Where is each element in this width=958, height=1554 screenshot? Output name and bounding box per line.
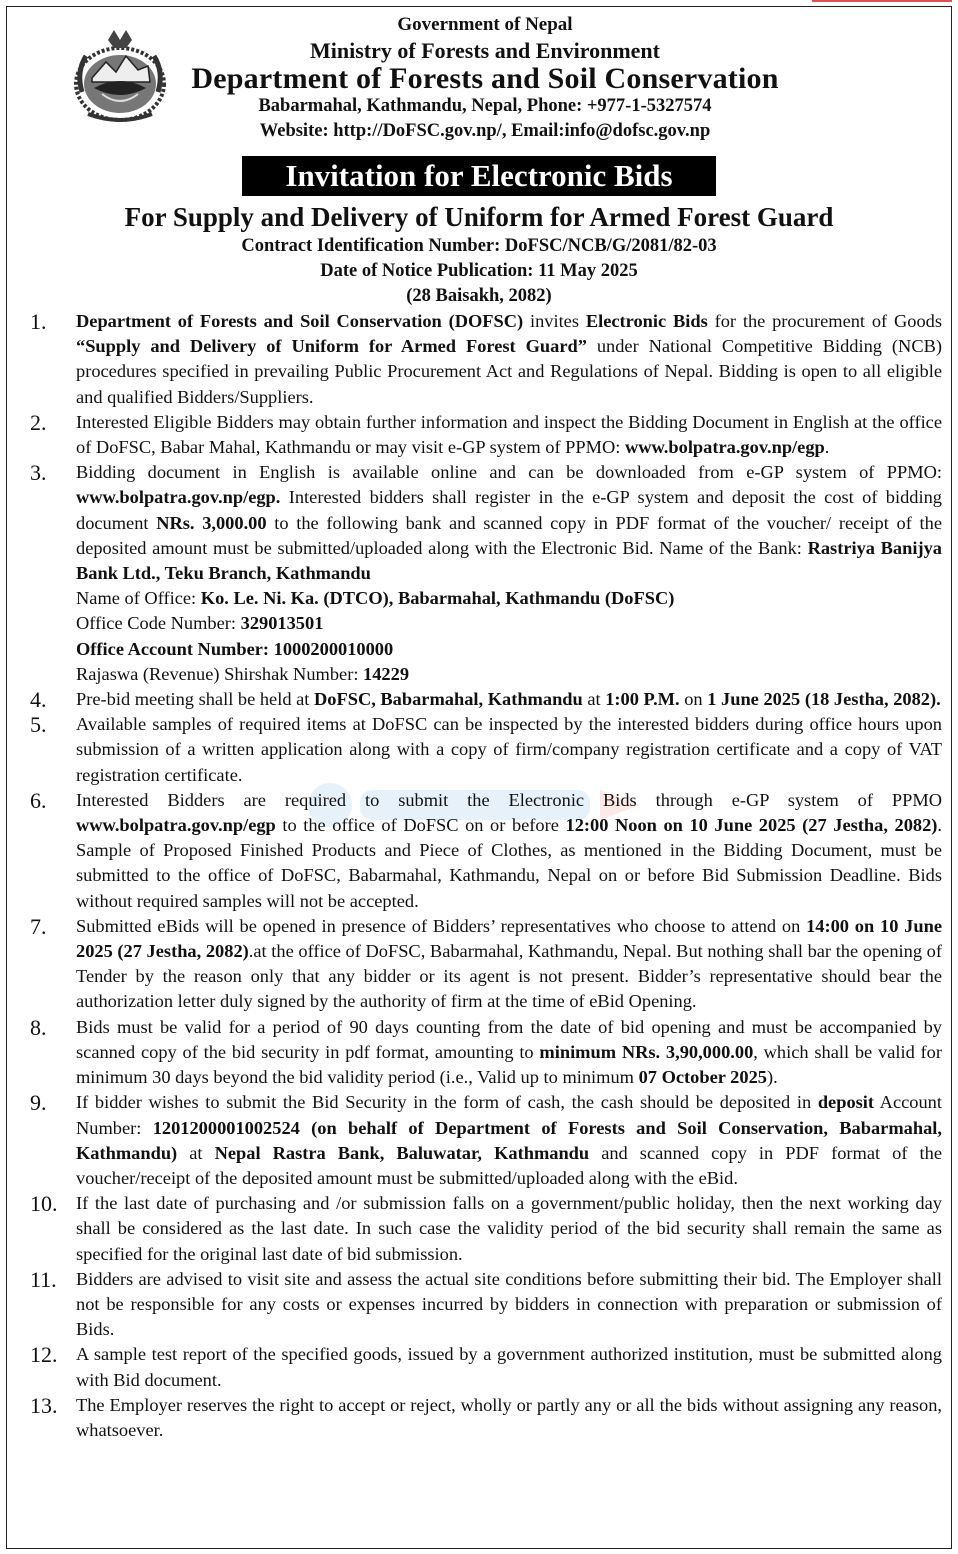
publication-date-bs: (28 Baisakh, 2082): [406, 286, 552, 306]
bank-name: Rastriya Banijya Bank Ltd., Teku Branch, Kathmandu: [76, 537, 942, 584]
list-item: [24, 712, 942, 788]
list-item: [24, 1342, 942, 1392]
item-text: Bidders are advised to visit site and assess the actual site conditions before submitting their bid. The Employer shall not be responsible for any costs or expenses incurred by bidders in connection with preparation or submission of Bids.: [76, 1268, 942, 1340]
item-text: Available samples of required items at DoFSC can be inspected by the interested bidders during office hours upon submission of a written application along with a copy of firm/company registration certificate and a copy of VAT registration certificate.: [76, 714, 942, 785]
egp-link: www.bolpatra.gov.np/egp: [76, 815, 276, 836]
list-item: [24, 1393, 942, 1443]
corner-accent-line: [812, 0, 952, 2]
address-line: Babarmahal, Kathmandu, Nepal, Phone: +977-1-5327574: [258, 96, 712, 116]
item-text: Interested Eligible Bidders may obtain further information and inspect the Bidding Document in English at the office of DoFSC, Babar Mahal, Kathmandu or may visit e-GP system of PPMO: www.bolpatra.gov.np/egp.: [76, 411, 942, 458]
item-number: 1.: [30, 309, 47, 334]
item-text: Submitted eBids will be opened in presence of Bidders’ representatives who choose to attend on 14:00 on 10 June 2025 (27 Jestha, 2082).at the office of DoFSC, Babarmahal, Kathmandu, Nepal. But nothing shall bar the opening of Tender by the reason only that any bidder or its agent is not present. Bidder’s representative should bear the authorization letter duly signed by the authority of firm at the time of eBid Opening.: [76, 915, 942, 1012]
document-cost: NRs. 3,000.00: [156, 512, 267, 533]
item-number: 10.: [30, 1191, 58, 1217]
list-item: [24, 788, 942, 914]
item-text: If bidder wishes to submit the Bid Security in the form of cash, the cash should be deposited in deposit Account Number: 1201200001002524 (on behalf of Department of Forests and Soil Conservation, Babarmahal, Kathmandu) at Nepal Rastra Bank, Baluwatar, Kathmandu and scanned copy in PDF format of the voucher/receipt of the deposited amount must be submitted/uploaded along with the eBid.: [76, 1092, 942, 1188]
item-number: 2.: [30, 409, 47, 435]
item-text: Interested Bidders are required to submit the Electronic Bids through e-GP system of PPMO www.bolpatra.gov.np/egp to the office of DoFSC on or before 12:00 Noon on 10 June 2025 (27 Jestha, 2082). Sample of Proposed Finished Products and Piece of Clothes, as mentioned in the Bidding Document, must be submitted to the office of DoFSC, Babarmahal, Kathmandu, Nepal on or before Bid Submission Deadline. Bids without required samples will not be accepted.: [76, 789, 943, 911]
item-number: 13.: [30, 1392, 58, 1418]
item-number: 11.: [30, 1266, 57, 1292]
list-item: [24, 687, 942, 712]
item-number: 7.: [30, 913, 47, 939]
revenue-line: Rajaswa (Revenue) Shirshak Number: 14229: [76, 663, 410, 684]
office-code-line: Office Code Number: 329013501: [76, 613, 324, 634]
office-account-line: Office Account Number: 1000200010000: [76, 638, 394, 659]
item-number: 3.: [30, 460, 47, 486]
item-text: The Employer reserves the right to accept or reject, wholly or partly any or all the bids without assigning any reason, whatsoever.: [76, 1394, 942, 1440]
list-item: [24, 1015, 942, 1091]
item-text: If the last date of purchasing and /or submission falls on a government/public holiday, then the next working day shall be considered as the last date. In such case the validity period of the bid security shall remain the same as specified for the original last date of bid submission.: [76, 1193, 942, 1264]
contract-id: Contract Identification Number: DoFSC/NCB/G/2081/82-03: [241, 236, 717, 256]
item-number: 4.: [30, 687, 47, 713]
item-text: A sample test report of the specified goods, issued by a government authorized institution, must be submitted along with Bid document.: [76, 1344, 942, 1390]
egp-link: www.bolpatra.gov.np/egp: [624, 437, 825, 458]
list-item: [24, 1191, 942, 1267]
list-item: [24, 410, 942, 460]
item-number: 8.: [30, 1014, 47, 1040]
item-text: Department of Forests and Soil Conservation (DOFSC) invites Electronic Bids for the procurement of Goods “Supply and Delivery of Uniform for Armed Forest Guard” under National Competitive Bidding (NCB) procedures specified in prevailing Public Procurement Act and Regulations of Nepal. Bidding is open to all eligible and qualified Bidders/Suppliers.: [76, 311, 943, 407]
website-email-line: Website: http://DoFSC.gov.np/, Email:info@dofsc.gov.np: [259, 121, 711, 141]
government-line: Government of Nepal: [397, 14, 573, 35]
item-text: Bids must be valid for a period of 90 days counting from the date of bid opening and must be accompanied by scanned copy of the bid security in pdf format, amounting to minimum NRs. 3,90,000.00, which shall be valid for minimum 30 days beyond the bid validity period (i.e., Valid up to minimum 07 October 2025).: [76, 1016, 942, 1088]
notice-items-list: [24, 309, 942, 1443]
item-number: 5.: [30, 712, 47, 738]
item-text: Bidding document in English is available online and can be downloaded from e-GP system of PPMO: www.bolpatra.gov.np/egp. Interested bidders shall register in the e-GP system and deposit the cost of bidding document NRs. 3,000.00 to the following bank and scanned copy in PDF format of the voucher/ receipt of the deposited amount must be submitted/uploaded along with the Electronic Bid. Name of the Bank: Rastriya Banijya Bank Ltd., Teku Branch, Kathmandu Name of Office: Ko. Le. Ni. Ka. (DTCO), Babarmahal, Kathmandu (DoFSC) Office Code Number: 329013501 Office Account Number: 1000200010000 Rajaswa (Revenue) Shirshak Number: 14229: [76, 460, 942, 687]
department-name: Department of Forests and Soil Conservation: [191, 62, 779, 95]
item-number: 6.: [30, 787, 47, 813]
list-item: [24, 309, 942, 410]
publication-date: Date of Notice Publication: 11 May 2025: [320, 261, 638, 281]
list-item: [24, 1267, 942, 1343]
egp-link: www.bolpatra.gov.np/egp.: [76, 487, 281, 508]
item-number: 9.: [30, 1090, 47, 1116]
item-number: 12.: [30, 1342, 58, 1368]
item-text: Pre-bid meeting shall be held at DoFSC, Babarmahal, Kathmandu at 1:00 P.M. on 1 June 2025 (18 Jestha, 2082).: [76, 689, 941, 710]
list-item: [24, 1090, 942, 1191]
notice-title: Invitation for Electronic Bids: [242, 156, 716, 196]
notice-subject: For Supply and Delivery of Uniform for Armed Forest Guard: [124, 202, 834, 232]
ministry-line: Ministry of Forests and Environment: [310, 38, 660, 63]
office-name-line: Name of Office: Ko. Le. Ni. Ka. (DTCO), Babarmahal, Kathmandu (DoFSC): [76, 588, 675, 609]
list-item: [24, 914, 942, 1015]
list-item: [24, 460, 942, 687]
